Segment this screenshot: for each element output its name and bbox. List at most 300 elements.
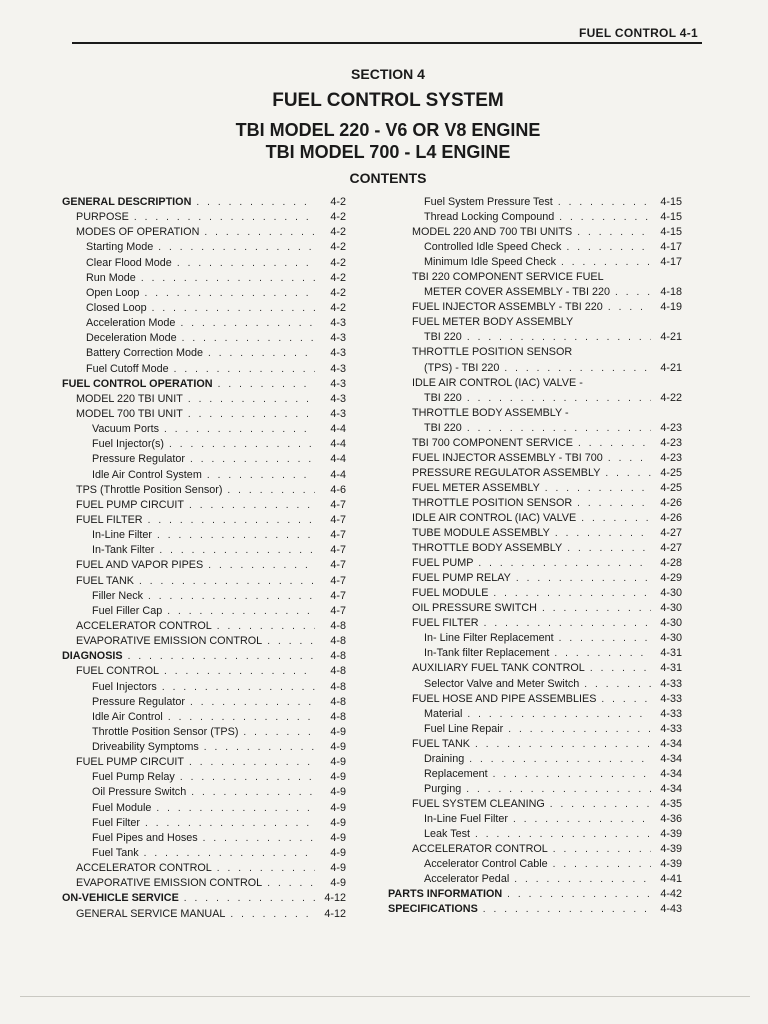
toc-entry [62, 195, 346, 210]
toc-entry-title: Controlled Idle Speed Check [424, 241, 562, 254]
toc-entry-title: Vacuum Ports [92, 423, 160, 436]
dot-leader [577, 496, 651, 511]
dot-leader [177, 256, 315, 271]
toc-entry [62, 513, 346, 528]
toc-page-number: 4-3 [330, 362, 346, 375]
toc-entry [386, 631, 682, 646]
toc-entry-title: Fuel Filter [92, 816, 140, 829]
toc-page-number: 4-3 [330, 317, 346, 330]
toc-page-number: 4-43 [660, 903, 682, 916]
dot-leader [167, 604, 315, 619]
dot-leader [164, 422, 315, 437]
dot-leader [227, 483, 315, 498]
dot-leader [148, 513, 315, 528]
toc-entry-title: FUEL INJECTOR ASSEMBLY - TBI 220 [412, 301, 603, 314]
toc-entry-title: FUEL SYSTEM CLEANING [412, 797, 545, 810]
dot-leader [145, 816, 315, 831]
toc-entry-title: Run Mode [86, 271, 136, 284]
toc-entry [386, 586, 682, 601]
toc-entry [386, 376, 682, 391]
toc-entry-title: (TPS) - TBI 220 [424, 361, 500, 374]
toc-entry [62, 271, 346, 286]
toc-entry [62, 649, 346, 664]
toc-page-number: 4-23 [660, 436, 682, 449]
dot-leader [128, 649, 315, 664]
toc-entry [62, 634, 346, 649]
toc-page-number: 4-27 [660, 527, 682, 540]
dot-leader [561, 255, 651, 270]
toc-entry-title: FUEL MODULE [412, 587, 489, 600]
toc-entry-title: THROTTLE BODY ASSEMBLY - [412, 406, 569, 419]
toc-page-number: 4-34 [660, 752, 682, 765]
toc-entry-title: Idle Air Control System [92, 468, 202, 481]
toc-entry [62, 861, 346, 876]
toc-entry [62, 801, 346, 816]
toc-entry [62, 331, 346, 346]
toc-page-number: 4-7 [330, 544, 346, 557]
toc-page-number: 4-34 [660, 737, 682, 750]
dot-leader [545, 481, 651, 496]
toc-entry-title: Driveability Symptoms [92, 741, 199, 754]
toc-page-number: 4-8 [330, 680, 346, 693]
toc-entry [386, 315, 682, 330]
toc-page-number: 4-2 [330, 271, 346, 284]
toc-page-number: 4-2 [330, 256, 346, 269]
toc-page-number: 4-39 [660, 827, 682, 840]
dot-leader [581, 511, 651, 526]
dot-leader [608, 451, 651, 466]
toc-entry-title: FUEL PUMP RELAY [412, 572, 511, 585]
toc-page-number: 4-19 [660, 301, 682, 314]
toc-entry [386, 526, 682, 541]
toc-entry-title: Fuel Filler Cap [92, 604, 163, 617]
toc-entry [386, 361, 682, 376]
dot-leader [554, 646, 651, 661]
toc-right-column [386, 195, 682, 917]
toc-entry [62, 362, 346, 377]
toc-entry [62, 225, 346, 240]
dot-leader [567, 541, 651, 556]
page-header [72, 24, 702, 44]
dot-leader [203, 831, 315, 846]
toc-entry-title: DIAGNOSIS [62, 650, 123, 663]
toc-entry-title: Minimum Idle Speed Check [424, 256, 557, 269]
toc-entry [386, 887, 682, 902]
toc-entry [386, 541, 682, 556]
toc-entry-title: In-Tank filter Replacement [424, 647, 550, 660]
dot-leader [553, 857, 651, 872]
toc-page-number: 4-9 [330, 831, 346, 844]
dot-leader [189, 755, 315, 770]
toc-entry-title: ACCELERATOR CONTROL [76, 619, 212, 632]
toc-page-number: 4-4 [330, 468, 346, 481]
toc-page-number: 4-8 [330, 619, 346, 632]
toc-entry-title: FUEL HOSE AND PIPE ASSEMBLIES [412, 692, 597, 705]
toc-entry-title: Accelerator Control Cable [424, 858, 548, 871]
toc-entry [386, 797, 682, 812]
toc-page-number: 4-29 [660, 572, 682, 585]
toc-page-number: 4-6 [330, 483, 346, 496]
toc-entry-title: Fuel Module [92, 801, 152, 814]
toc-entry-title: Acceleration Mode [86, 317, 176, 330]
toc-entry-title: Thread Locking Compound [424, 211, 555, 224]
toc-page-number: 4-2 [330, 241, 346, 254]
toc-page-number: 4-8 [330, 650, 346, 663]
running-title: FUEL CONTROL 4-1 [578, 26, 698, 40]
toc-page-number: 4-9 [330, 816, 346, 829]
dot-leader [189, 498, 315, 513]
dot-leader [188, 392, 315, 407]
toc-page-number: 4-17 [660, 241, 682, 254]
toc-entry [386, 406, 682, 421]
toc-page-number: 4-30 [660, 602, 682, 615]
dot-leader [466, 782, 651, 797]
dot-leader [542, 601, 651, 616]
dot-leader [208, 558, 315, 573]
dot-leader [553, 842, 651, 857]
toc-page-number: 4-34 [660, 767, 682, 780]
bottom-divider [20, 996, 750, 997]
toc-page-number: 4-25 [660, 481, 682, 494]
dot-leader [467, 330, 651, 345]
toc-entry [386, 496, 682, 511]
dot-leader [156, 801, 315, 816]
toc-page-number: 4-35 [660, 797, 682, 810]
toc-page-number: 4-21 [660, 331, 682, 344]
dot-leader [158, 240, 315, 255]
toc-entry [386, 481, 682, 496]
toc-page-number: 4-7 [330, 513, 346, 526]
toc-entry [386, 857, 682, 872]
toc-page-number: 4-7 [330, 574, 346, 587]
dot-leader [566, 240, 651, 255]
dot-leader [174, 362, 315, 377]
toc-entry-title: TBI 220 [424, 421, 462, 434]
toc-entry [62, 619, 346, 634]
toc-entry [386, 556, 682, 571]
toc-entry-title: THROTTLE BODY ASSEMBLY [412, 542, 563, 555]
dot-leader [550, 797, 651, 812]
dot-leader [467, 391, 651, 406]
dot-leader [168, 710, 315, 725]
toc-entry-title: In-Line Fuel Filter [424, 812, 509, 825]
title-block [0, 66, 768, 186]
toc-entry [386, 827, 682, 842]
toc-page-number: 4-8 [330, 710, 346, 723]
toc-entry-title: FUEL INJECTOR ASSEMBLY - TBI 700 [412, 451, 603, 464]
toc-page-number: 4-22 [660, 391, 682, 404]
toc-entry-title: TPS (Throttle Position Sensor) [76, 483, 223, 496]
dot-leader [208, 346, 315, 361]
toc-entry [386, 616, 682, 631]
toc-entry-title: ACCELERATOR CONTROL [76, 862, 212, 875]
dot-leader [513, 812, 651, 827]
toc-entry-title: IDLE AIR CONTROL (IAC) VALVE - [412, 376, 583, 389]
dot-leader [483, 902, 651, 917]
toc-entry-title: Fuel System Pressure Test [424, 196, 553, 208]
dot-leader [182, 331, 315, 346]
toc-entry-title: Open Loop [86, 286, 140, 299]
toc-entry-title: TBI 220 [424, 391, 462, 404]
dot-leader [134, 210, 315, 225]
dot-leader [493, 767, 651, 782]
toc-page-number: 4-23 [660, 421, 682, 434]
toc-entry [386, 511, 682, 526]
toc-page-number: 4-3 [330, 347, 346, 360]
toc-entry-title: In-Tank Filter [92, 544, 155, 557]
toc-page-number: 4-3 [330, 407, 346, 420]
toc-page-number: 4-15 [660, 196, 682, 208]
toc-entry-title: Battery Correction Mode [86, 347, 204, 360]
toc-entry [386, 210, 682, 225]
toc-entry [386, 902, 682, 917]
toc-page-number: 4-9 [330, 877, 346, 890]
toc-entry [62, 831, 346, 846]
toc-page-number: 4-8 [330, 635, 346, 648]
toc-entry-title: MODES OF OPERATION [76, 226, 200, 239]
dot-leader [475, 827, 651, 842]
toc-page-number: 4-9 [330, 725, 346, 738]
dot-leader [207, 468, 315, 483]
dot-leader [190, 695, 315, 710]
dot-leader [180, 770, 315, 785]
toc-entry-title: FUEL PUMP [412, 557, 474, 570]
toc-page-number: 4-2 [330, 211, 346, 224]
toc-entry [386, 661, 682, 676]
toc-page-number: 4-33 [660, 707, 682, 720]
toc-page-number: 4-31 [660, 647, 682, 660]
toc-page-number: 4-8 [330, 695, 346, 708]
toc-entry [62, 725, 346, 740]
dot-leader [559, 631, 651, 646]
toc-entry [62, 680, 346, 695]
dot-leader [217, 861, 315, 876]
toc-entry-title: Starting Mode [86, 241, 154, 254]
toc-page-number: 4-21 [660, 361, 682, 374]
toc-entry [386, 601, 682, 616]
dot-leader [148, 589, 315, 604]
toc-entry [62, 876, 346, 891]
dot-leader [558, 195, 651, 210]
toc-entry [62, 301, 346, 316]
toc-page-number: 4-4 [330, 423, 346, 436]
toc-entry-title: FUEL METER ASSEMBLY [412, 481, 540, 494]
subtitle-tbi-220: TBI MODEL 220 - V6 OR V8 ENGINE [235, 120, 541, 140]
dot-leader [584, 677, 651, 692]
toc-entry-title: In- Line Filter Replacement [424, 632, 554, 645]
toc-entry-title: Accelerator Pedal [424, 873, 510, 886]
toc-entry [62, 316, 346, 331]
toc-entry-title: OIL PRESSURE SWITCH [412, 602, 537, 615]
dot-leader [555, 526, 651, 541]
dot-leader [196, 195, 315, 210]
dot-leader [141, 271, 315, 286]
toc-entry [62, 740, 346, 755]
dot-leader [514, 872, 651, 887]
toc-entry [62, 407, 346, 422]
toc-entry [62, 770, 346, 785]
toc-page-number: 4-30 [660, 587, 682, 600]
dot-leader [204, 740, 315, 755]
toc-page-number: 4-39 [660, 858, 682, 871]
toc-page-number: 4-9 [330, 756, 346, 769]
dot-leader [180, 316, 315, 331]
toc-entry [386, 255, 682, 270]
toc-entry-title: Replacement [424, 767, 488, 780]
toc-entry-title: Fuel Pump Relay [92, 771, 175, 784]
toc-entry-title: ACCELERATOR CONTROL [412, 843, 548, 856]
toc-entry [62, 907, 346, 922]
dot-leader [605, 466, 651, 481]
toc-page-number: 4-7 [330, 604, 346, 617]
toc-entry [62, 710, 346, 725]
dot-leader [484, 616, 651, 631]
toc-entry [386, 752, 682, 767]
toc-entry-title: IDLE AIR CONTROL (IAC) VALVE [412, 511, 577, 524]
toc-entry-title: SPECIFICATIONS [388, 903, 478, 916]
toc-entry-title: Fuel Injectors [92, 680, 157, 693]
toc-entry-title: PURPOSE [76, 211, 129, 224]
toc-entry-title: Deceleration Mode [86, 332, 177, 345]
toc-page-number: 4-36 [660, 812, 682, 825]
dot-leader [559, 210, 651, 225]
dot-leader [578, 436, 651, 451]
toc-entry-title: TBI 700 COMPONENT SERVICE [412, 436, 573, 449]
dot-leader [516, 571, 651, 586]
toc-page-number: 4-9 [330, 862, 346, 875]
toc-entry [386, 737, 682, 752]
dot-leader [467, 707, 651, 722]
toc-entry [62, 240, 346, 255]
toc-entry-title: AUXILIARY FUEL TANK CONTROL [412, 662, 585, 675]
toc-entry-title: Throttle Position Sensor (TPS) [92, 725, 239, 738]
toc-entry [62, 664, 346, 679]
section-label: SECTION 4 [351, 66, 425, 82]
toc-page-number: 4-30 [660, 617, 682, 630]
toc-page-number: 4-33 [660, 677, 682, 690]
dot-leader [144, 286, 315, 301]
toc-entry [62, 543, 346, 558]
dot-leader [190, 452, 315, 467]
toc-entry [62, 604, 346, 619]
dot-leader [159, 543, 315, 558]
toc-page-number: 4-12 [324, 907, 346, 920]
toc-entry-title: TBI 220 [424, 331, 462, 344]
toc-entry-title: Draining [424, 752, 465, 765]
dot-leader [144, 846, 315, 861]
toc-entry-title: FUEL CONTROL [76, 665, 159, 678]
toc-entry [62, 437, 346, 452]
toc-entry-title: Pressure Regulator [92, 453, 186, 466]
toc-entry-title: Filler Neck [92, 589, 143, 602]
dot-leader [243, 725, 315, 740]
toc-entry-title: Clear Flood Mode [86, 256, 172, 269]
toc-entry-title: MODEL 220 AND 700 TBI UNITS [412, 226, 573, 239]
dot-leader [157, 528, 315, 543]
toc-entry-title: FUEL TANK [76, 574, 134, 587]
toc-page-number: 4-3 [330, 377, 346, 390]
toc-entry [386, 722, 682, 737]
toc-entry [62, 785, 346, 800]
toc-entry [62, 528, 346, 543]
toc-entry [62, 377, 346, 392]
toc-entry [386, 646, 682, 661]
toc-entry-title: THROTTLE POSITION SENSOR [412, 496, 573, 509]
toc-entry [62, 891, 346, 906]
toc-entry [62, 846, 346, 861]
toc-entry-title: MODEL 220 TBI UNIT [76, 392, 183, 405]
toc-entry-title: FUEL FILTER [412, 617, 479, 630]
toc-entry [62, 483, 346, 498]
toc-page-number: 4-15 [660, 226, 682, 239]
toc-entry-title: EVAPORATIVE EMISSION CONTROL [76, 635, 263, 648]
subtitle-tbi-700: TBI MODEL 700 - L4 ENGINE [265, 142, 511, 162]
dot-leader [169, 437, 315, 452]
toc-page-number: 4-7 [330, 498, 346, 511]
toc-entry-title: TBI 220 COMPONENT SERVICE FUEL [412, 271, 604, 284]
dot-leader [188, 407, 315, 422]
toc-entry-title: FUEL FILTER [76, 513, 143, 526]
toc-entry-title: Oil Pressure Switch [92, 786, 187, 799]
toc-entry [386, 330, 682, 345]
toc-entry-title: Pressure Regulator [92, 695, 186, 708]
toc-page-number: 4-7 [330, 559, 346, 572]
toc-entry [386, 677, 682, 692]
toc-entry-title: FUEL METER BODY ASSEMBLY [412, 316, 574, 329]
toc-entry [386, 285, 682, 300]
toc-page-number: 4-33 [660, 722, 682, 735]
dot-leader [152, 301, 315, 316]
toc-entry [62, 498, 346, 513]
toc-entry [386, 466, 682, 481]
toc-entry [386, 195, 682, 210]
toc-entry [386, 391, 682, 406]
toc-entry-title: Fuel Cutoff Mode [86, 362, 169, 375]
toc-entry [386, 421, 682, 436]
toc-entry-title: Purging [424, 782, 462, 795]
toc-entry [386, 240, 682, 255]
contents-heading: CONTENTS [349, 170, 427, 186]
toc-page-number: 4-2 [330, 196, 346, 208]
toc-entry [386, 345, 682, 360]
toc-entry-title: FUEL TANK [412, 737, 470, 750]
dot-leader [184, 891, 315, 906]
toc-entry [62, 558, 346, 573]
dot-leader [162, 680, 315, 695]
toc-page-number: 4-26 [660, 511, 682, 524]
toc-entry [386, 225, 682, 240]
toc-page-number: 4-34 [660, 782, 682, 795]
toc-page-number: 4-42 [660, 888, 682, 901]
toc-page-number: 4-17 [660, 256, 682, 269]
toc-entry-title: FUEL CONTROL OPERATION [62, 377, 213, 390]
toc-entry-title: ON-VEHICLE SERVICE [62, 892, 179, 905]
toc-entry [62, 422, 346, 437]
toc-entry-title: PARTS INFORMATION [388, 888, 503, 901]
toc-entry-title: Idle Air Control [92, 710, 163, 723]
dot-leader [230, 907, 315, 922]
toc-entry-title: Fuel Injector(s) [92, 438, 164, 451]
toc-entry-title: GENERAL SERVICE MANUAL [76, 907, 226, 920]
toc-page-number: 4-9 [330, 801, 346, 814]
toc-entry-title: Fuel Tank [92, 847, 139, 860]
toc-entry-title: FUEL PUMP CIRCUIT [76, 756, 184, 769]
dot-leader [139, 574, 315, 589]
toc-entry-title: THROTTLE POSITION SENSOR [412, 346, 573, 359]
dot-leader [601, 692, 651, 707]
toc-page-number: 4-2 [330, 301, 346, 314]
toc-entry [62, 589, 346, 604]
